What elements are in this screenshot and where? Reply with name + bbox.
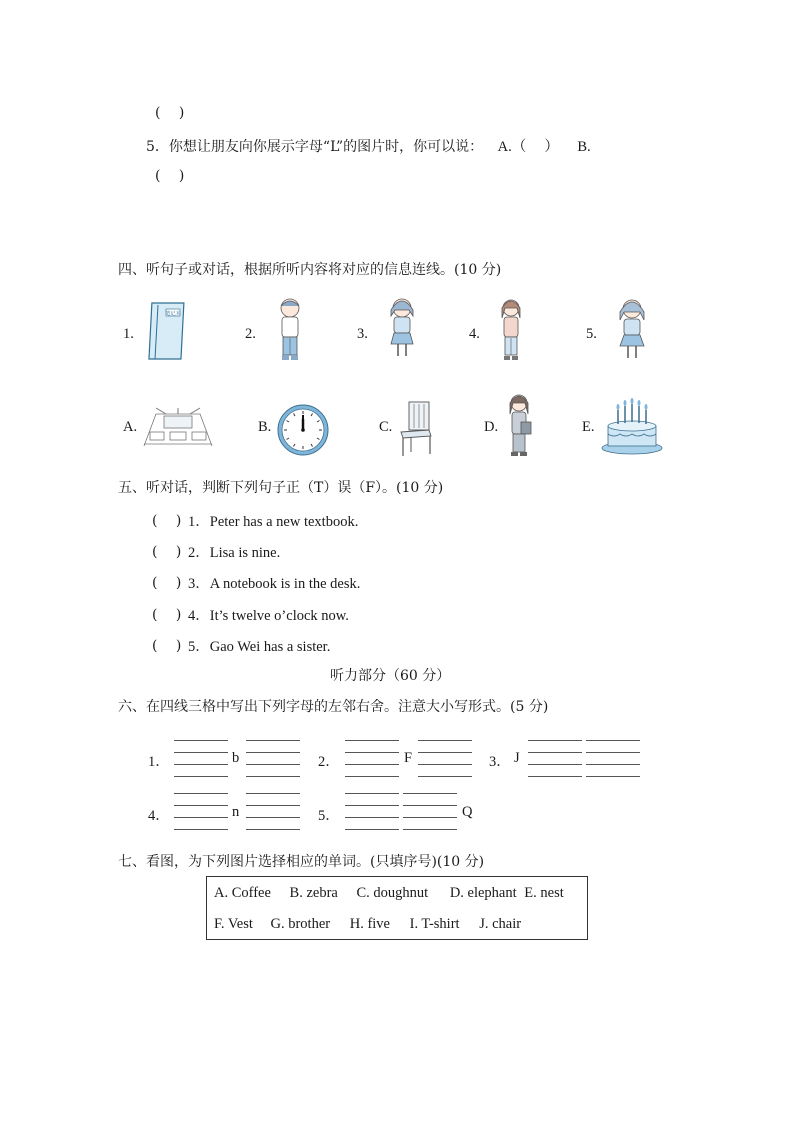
statement-text: 5．Gao Wei has a sister. xyxy=(188,639,331,655)
option-b[interactable]: B. xyxy=(577,139,591,155)
item-number: 4． xyxy=(148,808,170,824)
item-number: 1. xyxy=(123,326,134,342)
given-letter: J xyxy=(514,750,520,766)
item-letter: E. xyxy=(582,419,595,435)
question-5-prompt: 5．你想让朋友向你展示字母“L”的图片时，你可以说： xyxy=(146,139,484,155)
item-number: 5． xyxy=(318,808,340,824)
svg-text:笔记本: 笔记本 xyxy=(165,311,181,317)
girl-with-bag-picture xyxy=(502,392,536,460)
statement-text: 3．A notebook is in the desk. xyxy=(188,576,361,592)
given-letter: b xyxy=(232,750,240,766)
word-option: F. Vest xyxy=(214,916,253,932)
given-letter: Q xyxy=(462,804,473,820)
statement-text: 4．It’s twelve o’clock now. xyxy=(188,608,349,624)
item-number: 1． xyxy=(148,754,170,770)
chair-picture xyxy=(397,400,435,458)
section-5-title: 五、听对话，判断下列句子正（T）误（F）。(10 分) xyxy=(118,480,444,496)
classroom-picture xyxy=(142,406,214,448)
word-option: G. brother xyxy=(270,916,331,932)
item-number: 4. xyxy=(469,326,480,342)
boy-picture xyxy=(272,296,308,366)
part-heading: 听力部分（60 分） xyxy=(330,668,451,684)
word-option: D. elephant xyxy=(449,885,517,901)
item-number: 3． xyxy=(489,754,511,770)
word-option: I. T-shirt xyxy=(409,916,460,932)
answer-paren[interactable]: ( ) xyxy=(152,607,182,623)
statement-text: 1．Peter has a new textbook. xyxy=(188,514,359,530)
answer-paren[interactable]: ( ) xyxy=(155,105,185,121)
answer-paren[interactable]: ( ) xyxy=(155,168,185,184)
item-number: 5. xyxy=(586,326,597,342)
girl-picture xyxy=(612,296,652,364)
item-letter: C. xyxy=(379,419,393,435)
section-6-title: 六、在四线三格中写出下列字母的左邻右舍。注意大小写形式。(5 分) xyxy=(118,699,549,715)
statement-text: 2．Lisa is nine. xyxy=(188,545,281,561)
item-letter: A. xyxy=(123,419,138,435)
girl-picture xyxy=(495,296,527,366)
clock-picture xyxy=(276,403,330,457)
item-letter: D. xyxy=(484,419,499,435)
given-letter: F xyxy=(404,750,413,766)
answer-paren[interactable]: ( ) xyxy=(152,544,182,560)
section-7-title: 七、看图，为下列图片选择相应的单词。(只填序号)(10 分) xyxy=(118,854,485,870)
section-4-title: 四、听句子或对话，根据所听内容将对应的信息连线。(10 分) xyxy=(118,262,502,278)
word-bank-row xyxy=(214,916,521,933)
birthday-cake-picture xyxy=(600,396,664,456)
given-letter: n xyxy=(232,804,240,820)
word-option: E. nest xyxy=(524,885,564,901)
word-option: A. Coffee xyxy=(214,885,271,901)
item-letter: B. xyxy=(258,419,272,435)
item-number: 2． xyxy=(318,754,340,770)
word-option: B. zebra xyxy=(289,885,338,901)
answer-paren[interactable]: ( ) xyxy=(152,638,182,654)
word-bank-row xyxy=(214,885,564,902)
answer-paren[interactable]: ( ) xyxy=(152,513,182,529)
answer-paren[interactable]: ( ) xyxy=(152,575,182,591)
word-option: H. five xyxy=(349,916,390,932)
girl-picture xyxy=(383,296,421,362)
option-a[interactable]: A.（ ） xyxy=(497,139,559,155)
item-number: 3. xyxy=(357,326,368,342)
notebook-picture xyxy=(148,301,190,363)
item-number: 2. xyxy=(245,326,256,342)
word-option: C. doughnut xyxy=(356,885,429,901)
question-5-text xyxy=(146,135,591,156)
word-option: J. chair xyxy=(479,916,522,932)
